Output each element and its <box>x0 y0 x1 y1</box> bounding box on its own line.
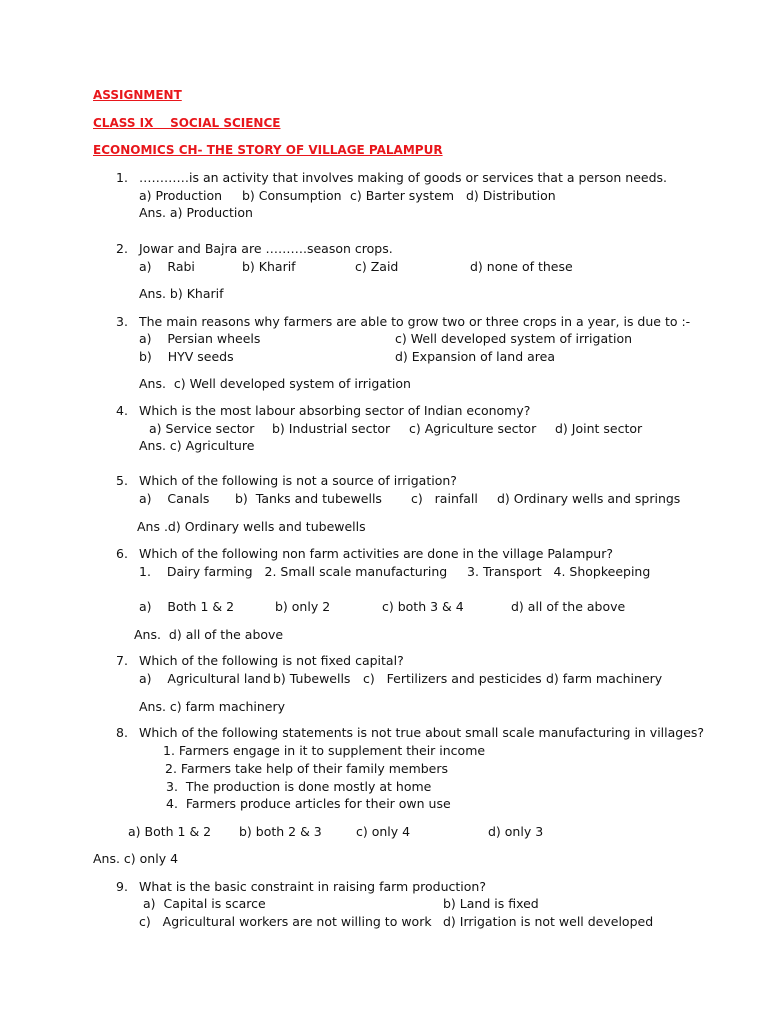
activities-list: 1. Dairy farming 2. Small scale manufacturing 3. Transport 4. Shopkeeping <box>139 564 651 579</box>
question-number: 2. <box>116 241 128 256</box>
option-c: c) Well developed system of irrigation <box>395 331 633 346</box>
question-number: 9. <box>116 879 128 894</box>
option-b: b) Consumption <box>242 188 342 203</box>
option-d: d) Expansion of land area <box>395 349 555 364</box>
question-text: …………is an activity that involves making of goods or services that a person needs. <box>139 170 668 185</box>
option-d: d) Joint sector <box>555 421 643 436</box>
question-text: Which of the following non farm activities are done in the village Palampur? <box>139 546 613 561</box>
answer: Ans. c) farm machinery <box>139 699 286 714</box>
option-a: a) Rabi <box>139 259 195 274</box>
option-c: c) Zaid <box>355 259 399 274</box>
option-b: b) Tubewells <box>273 671 351 686</box>
answer: Ans. b) Kharif <box>139 286 224 301</box>
option-a: a) Capital is scarce <box>143 896 266 911</box>
option-b: b) Kharif <box>242 259 296 274</box>
option-a: a) Canals <box>139 491 210 506</box>
option-c: c) Fertilizers and pesticides <box>363 671 542 686</box>
option-b: b) HYV seeds <box>139 349 234 364</box>
answer: Ans .d) Ordinary wells and tubewells <box>137 519 366 534</box>
answer: Ans. a) Production <box>139 205 253 220</box>
option-d: d) Irrigation is not well developed <box>443 914 654 929</box>
option-a: a) Persian wheels <box>139 331 261 346</box>
question-number: 6. <box>116 546 128 561</box>
option-d: d) farm machinery <box>546 671 663 686</box>
option-c: c) Agricultural workers are not willing to work <box>139 914 432 929</box>
answer: Ans. d) all of the above <box>134 627 284 642</box>
question-number: 5. <box>116 473 128 488</box>
question-text: Which is the most labour absorbing sector of Indian economy? <box>139 403 531 418</box>
option-c: c) Agriculture sector <box>409 421 537 436</box>
question-text: Which of the following is not a source of irrigation? <box>139 473 457 488</box>
answer: Ans. c) Well developed system of irrigation <box>139 376 411 391</box>
statement-2: 2. Farmers take help of their family members <box>165 761 449 776</box>
option-a: a) Production <box>139 188 223 203</box>
question-number: 8. <box>116 725 128 740</box>
option-d: d) Ordinary wells and springs <box>497 491 681 506</box>
option-d: d) none of these <box>470 259 573 274</box>
option-a: a) Both 1 & 2 <box>139 599 235 614</box>
class-heading: CLASS IX SOCIAL SCIENCE <box>93 116 281 130</box>
option-a: a) Agricultural land <box>139 671 271 686</box>
question-number: 7. <box>116 653 128 668</box>
option-d: d) Distribution <box>466 188 556 203</box>
question-number: 1. <box>116 170 128 185</box>
question-text: Jowar and Bajra are ……….season crops. <box>139 241 393 256</box>
answer: Ans. c) Agriculture <box>139 438 255 453</box>
option-b: b) Tanks and tubewells <box>235 491 382 506</box>
question-text: The main reasons why farmers are able to grow two or three crops in a year, is due to :- <box>139 314 691 329</box>
chapter-heading: ECONOMICS CH- THE STORY OF VILLAGE PALAMPUR <box>93 143 443 157</box>
option-c: c) rainfall <box>411 491 478 506</box>
question-text: Which of the following is not fixed capital? <box>139 653 404 668</box>
option-a: a) Both 1 & 2 <box>128 824 212 839</box>
option-a: a) Service sector <box>149 421 255 436</box>
question-text: What is the basic constraint in raising farm production? <box>139 879 486 894</box>
option-c: c) both 3 & 4 <box>382 599 464 614</box>
option-d: d) all of the above <box>511 599 626 614</box>
answer: Ans. c) only 4 <box>93 851 179 866</box>
question-text: Which of the following statements is not true about small scale manufacturing in villages? <box>139 725 705 740</box>
option-b: b) only 2 <box>275 599 331 614</box>
option-c: c) Barter system <box>350 188 454 203</box>
statement-3: 3. The production is done mostly at home <box>166 779 432 794</box>
option-c: c) only 4 <box>356 824 411 839</box>
assignment-heading: ASSIGNMENT <box>93 88 182 102</box>
option-b: b) Land is fixed <box>443 896 539 911</box>
statement-1: 1. Farmers engage in it to supplement their income <box>163 743 486 758</box>
question-number: 3. <box>116 314 128 329</box>
statement-4: 4. Farmers produce articles for their own use <box>166 796 451 811</box>
question-number: 4. <box>116 403 128 418</box>
option-b: b) Industrial sector <box>272 421 391 436</box>
option-b: b) both 2 & 3 <box>239 824 322 839</box>
option-d: d) only 3 <box>488 824 544 839</box>
